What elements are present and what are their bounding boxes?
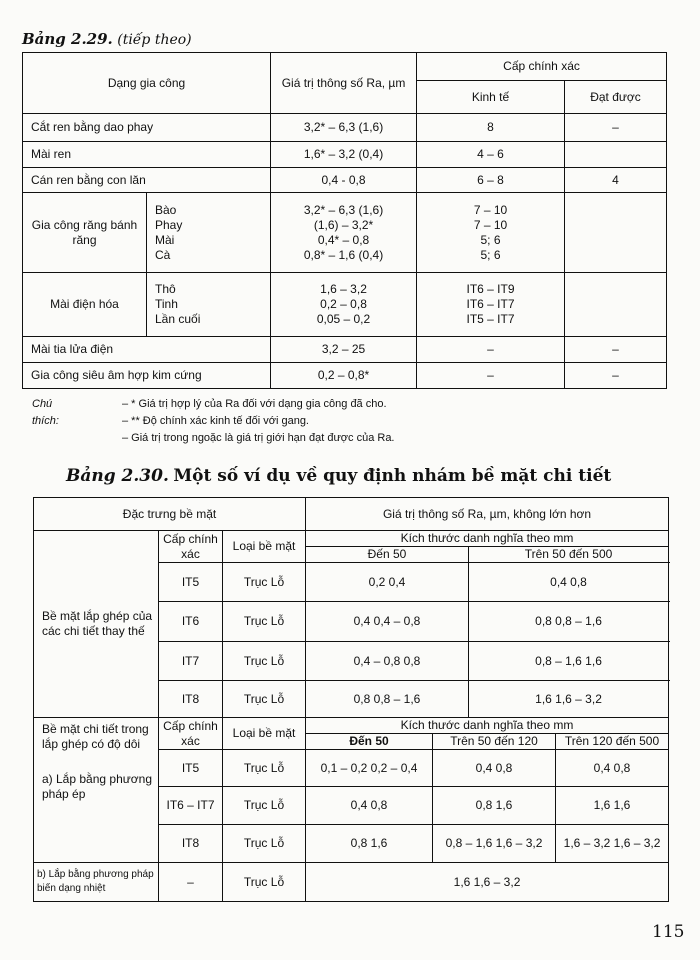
- cell: b) Lắp bằng phương pháp biến dạng nhiệt: [34, 863, 159, 902]
- cell: 1,6 1,6: [556, 787, 669, 825]
- header-datduoc: Đạt được: [565, 81, 667, 114]
- cell: 0,4 0,8: [469, 563, 669, 602]
- cell: 4 – 6: [417, 142, 565, 168]
- cell: 0,1 – 0,2 0,2 – 0,4: [306, 750, 433, 787]
- header-kt: Kích thước danh nghĩa theo mm: [306, 718, 669, 734]
- header-loai: Loại bề mặt: [223, 531, 306, 563]
- group-title: Bề mặt chi tiết trong lắp ghép có độ dôi: [42, 722, 149, 751]
- note-item: – * Giá trị hợp lý của Ra đối với dạng gia công đã cho.: [122, 398, 387, 410]
- cell: [271, 193, 417, 273]
- v: 7 – 10: [473, 202, 508, 217]
- table-2-30-caption: [66, 466, 611, 486]
- table-2-29-caption: [22, 30, 192, 49]
- cell: 4: [565, 168, 667, 193]
- cell: Trục Lỗ: [223, 750, 306, 787]
- cell: 1,6* – 3,2 (0,4): [271, 142, 417, 168]
- v: 0,4* – 0,8: [317, 232, 370, 247]
- cell: 0,4 0,4 – 0,8: [306, 602, 469, 642]
- cell: Trục Lỗ: [223, 787, 306, 825]
- cell: Trục Lỗ: [223, 642, 306, 681]
- group-label: Bề mặt lắp ghép của các chi tiết thay thế: [34, 531, 159, 718]
- col-header: Trên 50 đến 120: [433, 734, 556, 750]
- table-row: [23, 168, 667, 193]
- caption-text: (tiếp theo): [117, 32, 192, 48]
- cell: Mài tia lửa điện: [23, 337, 271, 363]
- v: 5; 6: [480, 247, 501, 262]
- cell: Cán ren bằng con lăn: [23, 168, 271, 193]
- cell: 0,2 – 0,8*: [271, 363, 417, 389]
- cell: –: [417, 363, 565, 389]
- header-ra: Giá trị thông số Ra, µm: [271, 53, 417, 114]
- col-header: Đến 50: [306, 734, 433, 750]
- cell: [147, 273, 271, 337]
- cell: –: [159, 863, 223, 902]
- col-header: Trên 120 đến 500: [556, 734, 669, 750]
- cell: 0,4 – 0,8 0,8: [306, 642, 469, 681]
- cell: 1,6 – 3,2 1,6 – 3,2: [556, 825, 669, 863]
- header-kt: Kích thước danh nghĩa theo mm: [306, 531, 669, 547]
- cell: [565, 193, 667, 273]
- table-row: [34, 863, 669, 902]
- cell: 0,8 – 1,6 1,6 – 3,2: [433, 825, 556, 863]
- cell: 0,8 0,8 – 1,6: [469, 602, 669, 642]
- cell: 0,4 0,8: [433, 750, 556, 787]
- sub: Cà: [155, 247, 171, 262]
- cell: Gia công răng bánh răng: [23, 193, 147, 273]
- cell: IT6 – IT7: [159, 787, 223, 825]
- cell: IT7: [159, 642, 223, 681]
- sub: Phay: [155, 217, 183, 232]
- cell: IT5: [159, 750, 223, 787]
- table-row: [23, 142, 667, 168]
- cell: [417, 273, 565, 337]
- cell: Cắt ren bằng dao phay: [23, 114, 271, 142]
- header-cap: Cấp chính xác: [159, 531, 223, 563]
- v: 7 – 10: [473, 217, 508, 232]
- note-item: – Giá trị trong ngoặc là giá trị giới hạn đạt được của Ra.: [122, 432, 395, 444]
- cell: 0,4 - 0,8: [271, 168, 417, 193]
- caption-number: Bảng 2.30.: [66, 466, 169, 486]
- table-2-30: [33, 497, 669, 902]
- cell: Gia công siêu âm hợp kim cứng: [23, 363, 271, 389]
- v: 3,2* – 6,3 (1,6): [303, 202, 384, 217]
- header-ra: Giá trị thông số Ra, µm, không lớn hơn: [306, 498, 669, 531]
- header-dang: Dạng gia công: [23, 53, 271, 114]
- caption-text: Một số ví dụ về quy định nhám bề mặt chi tiết: [173, 466, 612, 486]
- cell: 0,4 0,8: [306, 787, 433, 825]
- cell: 0,8 1,6: [433, 787, 556, 825]
- cell: IT8: [159, 825, 223, 863]
- cell: [565, 273, 667, 337]
- notes-label: Chú thích:: [32, 398, 59, 427]
- cell: Trục Lỗ: [223, 563, 306, 602]
- v: 1,6 – 3,2: [320, 282, 367, 296]
- header-cap: Cấp chính xác: [159, 718, 223, 750]
- cell: [147, 193, 271, 273]
- group-subtitle: a) Lắp bằng phương pháp ép: [42, 772, 152, 801]
- header-dactrung: Đặc trưng bề mặt: [34, 498, 306, 531]
- table-row: [23, 337, 667, 363]
- v: 5; 6: [480, 232, 501, 247]
- table-row: [23, 273, 667, 337]
- cell: 0,8 1,6: [306, 825, 433, 863]
- page-number: 115: [652, 922, 685, 942]
- sub: Thô: [155, 282, 176, 296]
- cell: 8: [417, 114, 565, 142]
- cell: 0,4 0,8: [556, 750, 669, 787]
- cell: 0,8 0,8 – 1,6: [306, 681, 469, 718]
- cell: 3,2 – 25: [271, 337, 417, 363]
- v: IT6 – IT7: [466, 297, 515, 311]
- cell: 0,2 0,4: [306, 563, 469, 602]
- cell: IT8: [159, 681, 223, 718]
- cell: –: [565, 337, 667, 363]
- cell: Trục Lỗ: [223, 863, 306, 902]
- table-row: [23, 363, 667, 389]
- caption-number: Bảng 2.29.: [22, 30, 113, 48]
- v: 0,8* – 1,6 (0,4): [303, 247, 384, 262]
- col-header: Đến 50: [306, 547, 469, 563]
- cell: [417, 193, 565, 273]
- cell: 3,2* – 6,3 (1,6): [271, 114, 417, 142]
- table-row: [23, 193, 667, 273]
- note-item: – ** Độ chính xác kinh tế đối với gang.: [122, 415, 309, 427]
- table-row: [23, 114, 667, 142]
- cell: 0,8 – 1,6 1,6: [469, 642, 669, 681]
- v: 0,05 – 0,2: [316, 312, 371, 326]
- sub: Lần cuối: [155, 312, 201, 326]
- cell: –: [565, 363, 667, 389]
- cell: 6 – 8: [417, 168, 565, 193]
- cell: [271, 273, 417, 337]
- header-loai: Loại bề mặt: [223, 718, 306, 750]
- v: (1,6) – 3,2*: [313, 217, 374, 232]
- cell: Mài điện hóa: [23, 273, 147, 337]
- table-2-29: [22, 52, 667, 389]
- cell: Mài ren: [23, 142, 271, 168]
- cell: 1,6 1,6 – 3,2: [469, 681, 669, 718]
- cell: [565, 142, 667, 168]
- cell: IT5: [159, 563, 223, 602]
- cell: Trục Lỗ: [223, 602, 306, 642]
- col-header: Trên 50 đến 500: [469, 547, 669, 563]
- cell: Trục Lỗ: [223, 681, 306, 718]
- sub: Tinh: [155, 297, 178, 311]
- sub: Bào: [155, 202, 177, 217]
- cell: 1,6 1,6 – 3,2: [306, 863, 669, 902]
- cell: Trục Lỗ: [223, 825, 306, 863]
- header-cap: Cấp chính xác: [417, 53, 667, 81]
- cell: –: [417, 337, 565, 363]
- v: 0,2 – 0,8: [320, 297, 367, 311]
- cell: –: [565, 114, 667, 142]
- cell: IT6: [159, 602, 223, 642]
- v: IT5 – IT7: [466, 312, 515, 326]
- group-label: [34, 718, 159, 863]
- sub: Mài: [155, 232, 175, 247]
- header-kinhte: Kinh tế: [417, 81, 565, 114]
- v: IT6 – IT9: [466, 282, 515, 296]
